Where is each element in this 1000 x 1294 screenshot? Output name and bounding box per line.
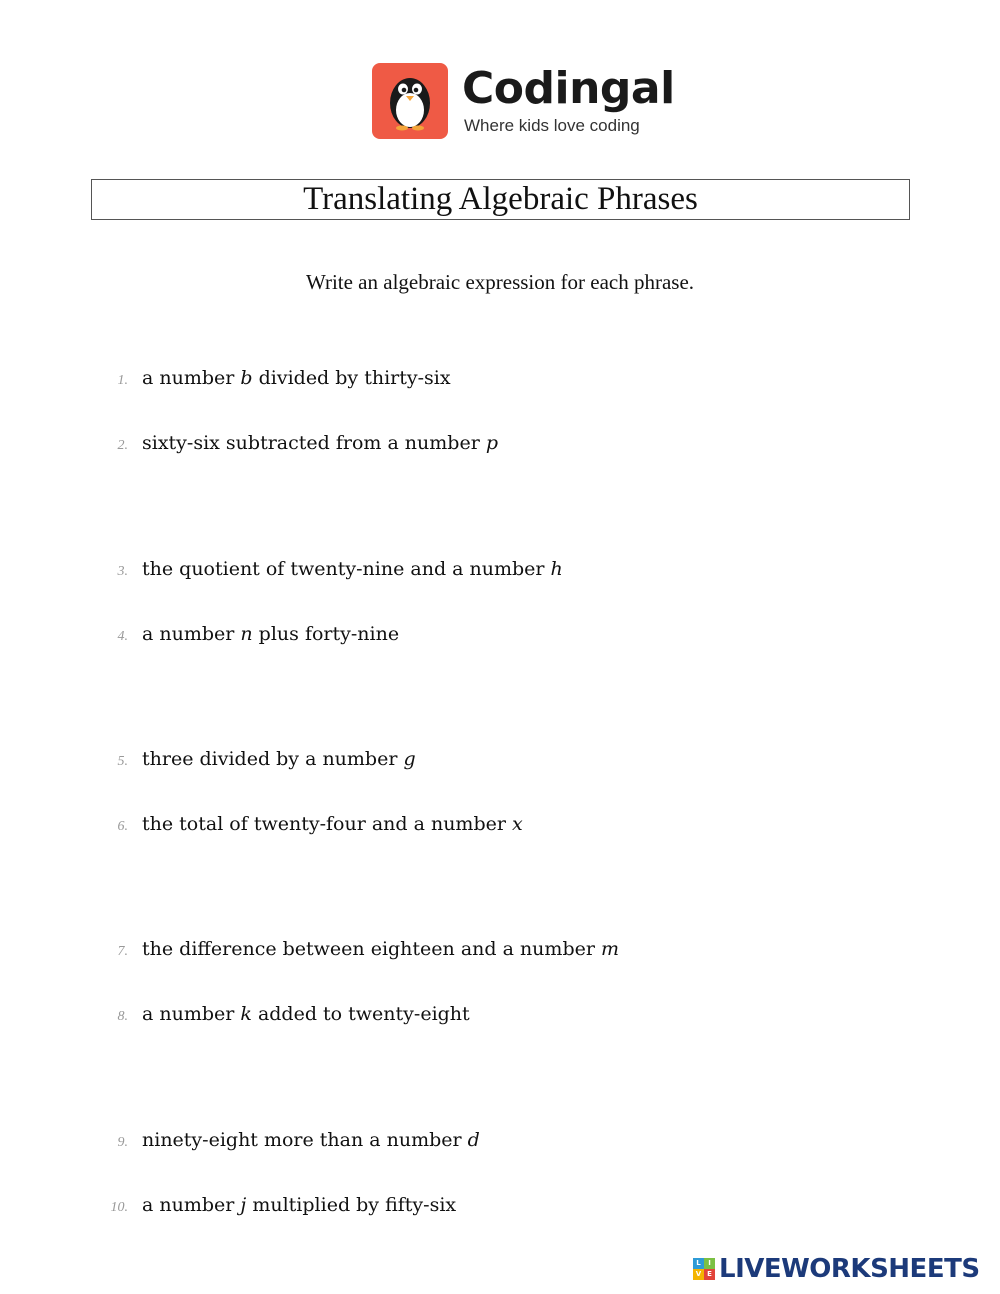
question-text-after: multiplied by fifty-six (246, 1194, 457, 1216)
live-badge-letter: E (704, 1269, 715, 1280)
liveworksheets-text: LIVEWORKSHEETS (719, 1254, 980, 1284)
question-variable: x (511, 813, 523, 835)
question-number: 3. (117, 564, 128, 579)
question-item (0, 367, 451, 397)
question-text-before: a number (142, 623, 241, 645)
question-text (142, 938, 619, 960)
question-number: 4. (117, 629, 128, 644)
question-text (142, 748, 416, 770)
question-text (142, 1194, 456, 1216)
question-number: 6. (117, 819, 128, 834)
codingal-logo (372, 62, 675, 140)
question-number: 5. (117, 754, 128, 769)
question-variable: k (240, 1003, 252, 1025)
live-badge-letter: V (693, 1269, 704, 1280)
question-variable: n (240, 623, 253, 645)
question-text-before: three divided by a number (142, 748, 404, 770)
question-item (0, 938, 619, 968)
question-number: 9. (117, 1135, 128, 1150)
question-item (0, 558, 563, 588)
question-number: 1. (117, 373, 128, 388)
question-number: 8. (117, 1009, 128, 1024)
question-text (142, 813, 523, 835)
question-text (142, 367, 451, 389)
question-variable: m (600, 938, 619, 960)
question-text-before: sixty-six subtracted from a number (142, 432, 486, 454)
question-text-after: divided by thirty-six (252, 367, 451, 389)
question-text-after: plus forty-nine (252, 623, 400, 645)
question-item (0, 813, 523, 843)
liveworksheets-logo (693, 1254, 980, 1284)
question-text (142, 432, 498, 454)
question-text (142, 623, 399, 645)
question-text-before: ninety-eight more than a number (142, 1129, 468, 1151)
question-number: 10. (110, 1200, 128, 1215)
question-text-before: a number (142, 367, 241, 389)
worksheet-title: Translating Algebraic Phrases (91, 179, 910, 220)
question-variable: d (467, 1129, 480, 1151)
brand-name: Codingal (462, 63, 675, 114)
question-text (142, 558, 563, 580)
instructions: Write an algebraic expression for each phrase. (305, 270, 695, 294)
question-variable: j (240, 1194, 247, 1216)
question-variable: h (550, 558, 563, 580)
question-item (0, 432, 498, 462)
live-badge-icon (693, 1258, 715, 1280)
question-text-before: the quotient of twenty-nine and a number (142, 558, 551, 580)
question-text-before: the difference between eighteen and a number (142, 938, 601, 960)
question-number: 2. (117, 438, 128, 453)
question-text-before: the total of twenty-four and a number (142, 813, 512, 835)
question-text-after: added to twenty-eight (251, 1003, 470, 1025)
question-variable: p (485, 432, 498, 454)
live-badge-letter: I (704, 1258, 715, 1269)
question-item (0, 1003, 470, 1033)
question-item (0, 748, 416, 778)
question-number: 7. (117, 944, 128, 959)
penguin-icon (372, 63, 448, 139)
question-text-before: a number (142, 1003, 241, 1025)
question-variable: g (403, 748, 416, 770)
question-text (142, 1129, 480, 1151)
live-badge-letter: L (693, 1258, 704, 1269)
question-item (0, 1129, 480, 1159)
brand-tagline: Where kids love coding (464, 116, 640, 135)
question-text-before: a number (142, 1194, 241, 1216)
question-text (142, 1003, 470, 1025)
question-item (0, 1194, 456, 1224)
question-item (0, 623, 399, 653)
question-variable: b (240, 367, 253, 389)
